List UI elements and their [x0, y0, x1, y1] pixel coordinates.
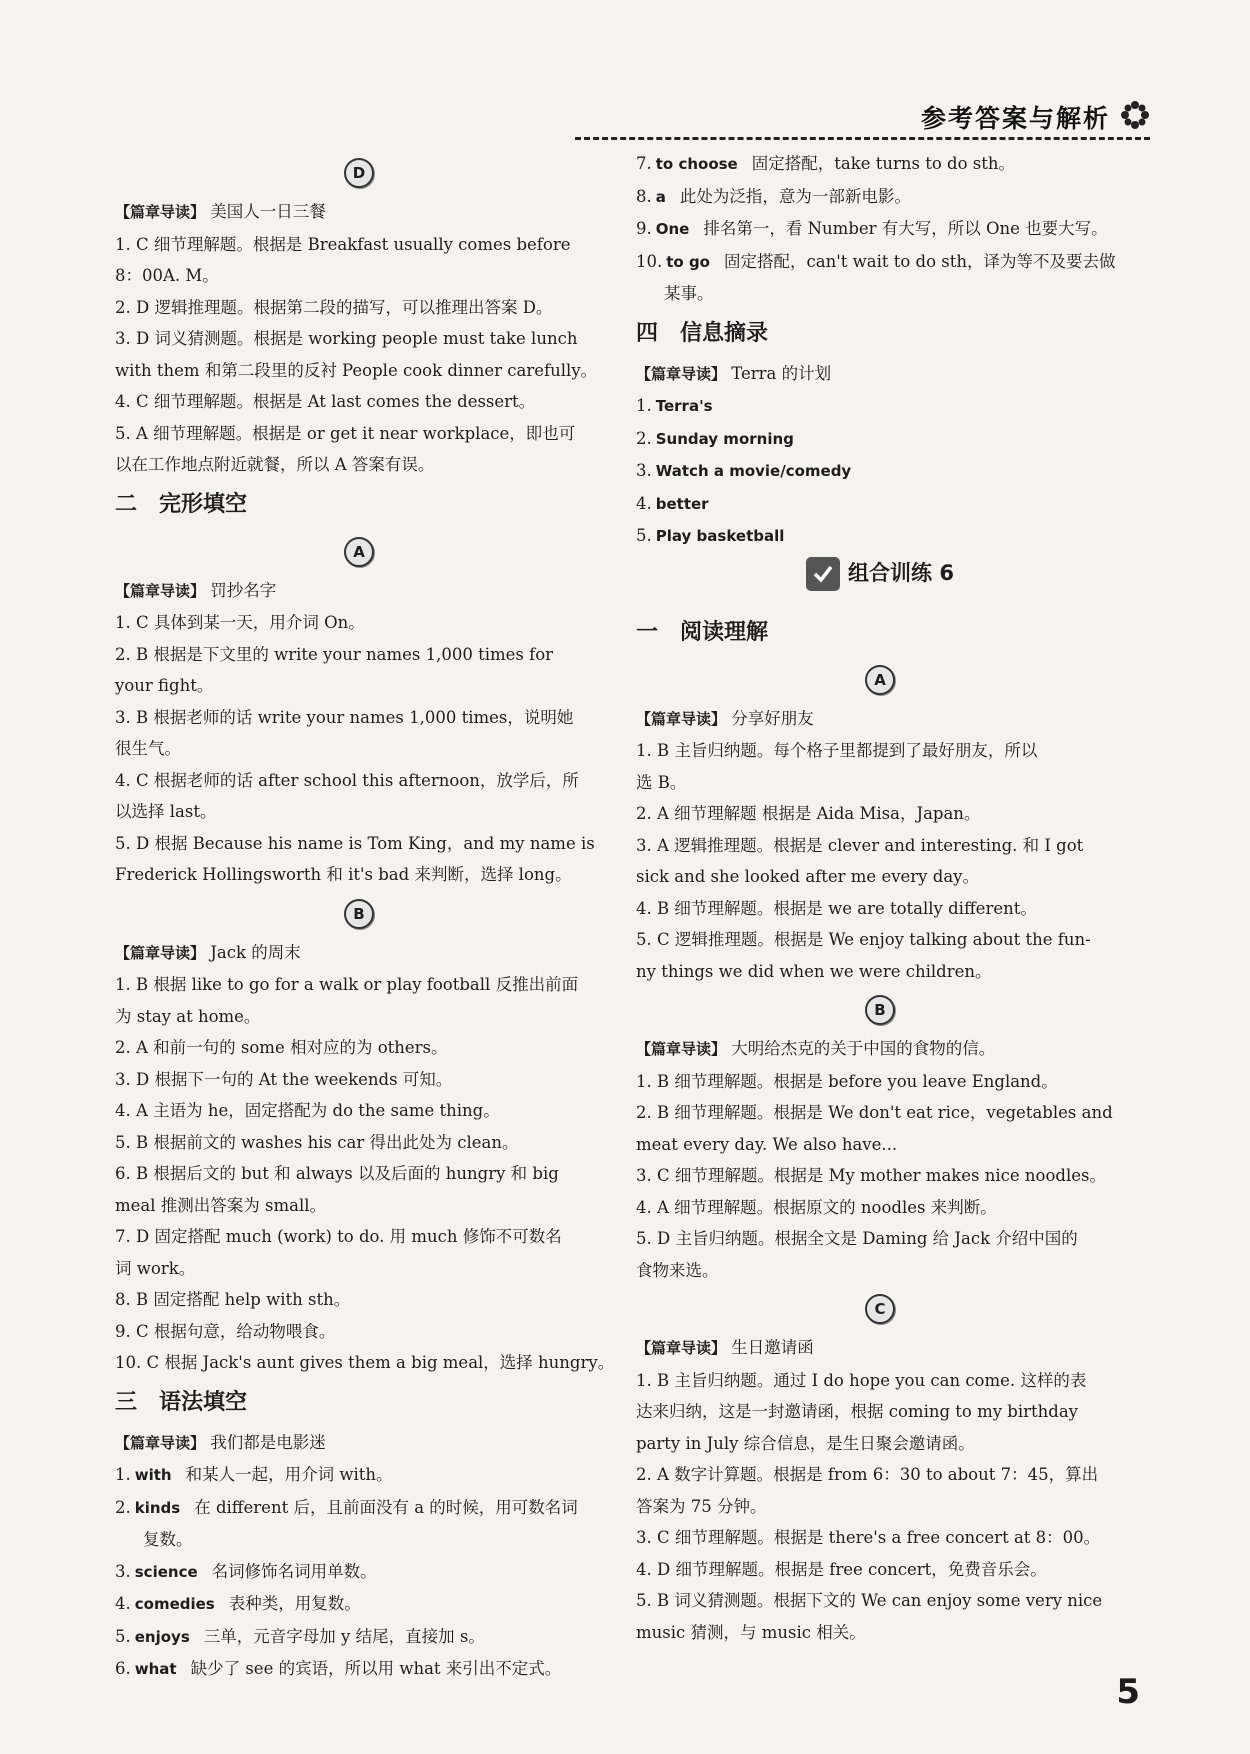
answer-word: to go [666, 252, 710, 271]
answer-list [636, 1365, 1124, 1649]
chapter-guide: 【篇章导读】 分享好朋友 [636, 708, 814, 728]
answer-line: 8：00A. M。 [115, 266, 219, 285]
answer-line: 4. C 细节理解题。根据是 At last comes the dessert。 [115, 392, 536, 411]
section-heading-info: 四 信息摘录 [636, 320, 769, 346]
answer-line: 1. C 细节理解题。根据是 Breakfast usually comes before [115, 234, 571, 254]
answer-list [636, 148, 1124, 310]
answer-line: 5. D 根据 Because his name is Tom King，and my name is [115, 833, 595, 853]
answer-line: 1. B 主旨归纳题。通过 I do hope you can come. 这样的表 [636, 1370, 1087, 1390]
answer-line: 4. better [636, 493, 709, 513]
passage-badge-a: A [344, 537, 374, 567]
passage-badge-b: B [344, 899, 374, 929]
chapter-guide: 【篇章导读】 大明给杰克的关于中国的食物的信。 [636, 1039, 996, 1058]
answer-word: with [134, 1466, 172, 1484]
answer-line: 7. to choose 固定搭配，take turns to do sth。 [636, 154, 1015, 173]
answer-line: 5. D 主旨归纳题。根据全文是 Daming 给 Jack 介绍中国的 [636, 1229, 1078, 1248]
answer-line: 6. what 缺少了 see 的宾语，所以用 what 来引出不定式。 [115, 1659, 562, 1678]
answer-word: Sunday morning [655, 429, 794, 448]
answer-word: what [134, 1660, 177, 1678]
answer-line: 3. C 细节理解题。根据是 My mother makes nice noodles。 [636, 1166, 1106, 1185]
section-heading-grammar: 三 语法填空 [115, 1389, 248, 1415]
answer-list [115, 1459, 603, 1686]
answer-line: 1. B 根据 like to go for a walk or play football 反推出前面 [115, 975, 579, 994]
answer-line: 10. to go 固定搭配，can't wait to do sth，译为等不及要去做 [636, 251, 1116, 271]
chapter-guide: 【篇章导读】 生日邀请函 [636, 1338, 814, 1357]
answer-line: 2. kinds 在 different 后，且前面没有 a 的时候，用可数名词 [115, 1497, 578, 1517]
answer-line: 以选择 last。 [115, 802, 217, 821]
header-title: 参考答案与解析 [920, 104, 1110, 133]
answer-list [115, 969, 615, 1379]
left-column [115, 150, 615, 1686]
answer-word: Watch a movie/comedy [655, 462, 852, 480]
answer-line: 4. A 细节理解题。根据原文的 noodles 来判断。 [636, 1197, 997, 1217]
combo-training-banner: 组合训练 6 [636, 557, 1124, 609]
answer-line: ny things we did when we were children。 [636, 961, 992, 981]
answer-line: 食物来选。 [636, 1260, 719, 1280]
answer-line: 4. A 主语为 he，固定搭配为 do the same thing。 [115, 1101, 500, 1120]
page-header [0, 95, 1250, 145]
answer-line: 1. C 具体到某一天，用介词 On。 [115, 613, 365, 632]
answer-line: 9. C 根据句意，给动物喂食。 [115, 1321, 336, 1341]
answer-line: 2. B 根据是下文里的 write your names 1,000 times for [115, 644, 554, 664]
answer-line: 5. A 细节理解题。根据是 or get it near workplace，即也可 [115, 423, 576, 443]
answer-line: 1. Terra's [636, 396, 713, 415]
flower-icon [1120, 100, 1150, 130]
answer-line: 以在工作地点附近就餐，所以 A 答案有误。 [115, 455, 435, 474]
answer-line: 选 B。 [636, 772, 687, 792]
answer-line: 2. A 细节理解题 根据是 Aida Misa，Japan。 [636, 804, 981, 823]
answer-line: 达来归纳，这是一封邀请函，根据 coming to my birthday [636, 1402, 1079, 1421]
answer-line: 8. B 固定搭配 help with sth。 [115, 1290, 351, 1309]
answer-line: 7. D 固定搭配 much (work) to do. 用 much 修饰不可数名 [115, 1227, 562, 1246]
answer-line: 2. Sunday morning [636, 428, 794, 448]
answer-line: your fight。 [115, 676, 214, 695]
answer-line: 4. comedies 表种类，用复数。 [115, 1594, 361, 1613]
answer-word: a [655, 187, 666, 206]
passage-badge-c: C [865, 1294, 895, 1324]
chapter-guide: 【篇章导读】 美国人一日三餐 [115, 202, 326, 221]
answer-word: comedies [134, 1595, 215, 1613]
answer-word: better [655, 494, 709, 513]
answer-line: music 猜测，与 music 相关。 [636, 1622, 866, 1642]
answer-line: 3. B 根据老师的话 write your names 1,000 times，说明她 [115, 707, 574, 727]
answer-list [636, 1066, 1124, 1287]
section-heading-cloze: 二 完形填空 [115, 491, 248, 517]
passage-badge-a: A [865, 665, 895, 695]
header-dashed-line [575, 137, 1150, 140]
answer-line: 3. A 逻辑推理题。根据是 clever and interesting. 和 I got [636, 835, 1084, 855]
answer-line: 5. C 逻辑推理题。根据是 We enjoy talking about the fun- [636, 930, 1091, 949]
answer-word: enjoys [134, 1627, 190, 1646]
chapter-guide: 【篇章导读】 我们都是电影迷 [115, 1432, 326, 1452]
answer-word: One [655, 220, 690, 238]
answer-line: 3. D 根据下一句的 At the weekends 可知。 [115, 1069, 453, 1089]
answer-word: Terra's [655, 397, 713, 415]
answer-line: 3. C 细节理解题。根据是 there's a free concert at 8：00。 [636, 1528, 1101, 1547]
answer-line: Frederick Hollingsworth 和 it's bad 来判断，选择 long。 [115, 865, 572, 884]
answer-word: to choose [655, 155, 738, 173]
answer-line: party in July 综合信息，是生日聚会邀请函。 [636, 1433, 975, 1453]
answer-line: 某事。 [664, 284, 714, 303]
answer-line: 9. One 排名第一，看 Number 有大写，所以 One 也要大写。 [636, 219, 1108, 238]
answer-line: 4. D 细节理解题。根据是 free concert，免费音乐会。 [636, 1559, 1047, 1579]
answer-line: 1. B 主旨归纳题。每个格子里都提到了最好朋友，所以 [636, 741, 1038, 760]
answer-line: meal 推测出答案为 small。 [115, 1195, 327, 1215]
answer-line: 3. D 词义猜测题。根据是 working people must take lunch [115, 329, 578, 348]
answer-line: 复数。 [143, 1530, 193, 1549]
checkmark-icon [806, 557, 840, 591]
answer-line: 2. A 和前一句的 some 相对应的为 others。 [115, 1038, 448, 1057]
section-heading-reading: 一 阅读理解 [636, 619, 769, 645]
answer-line: 词 work。 [115, 1258, 196, 1278]
passage-badge-b: B [865, 995, 895, 1025]
answer-line: meat every day. We also have... [636, 1134, 898, 1154]
answer-line: 2. D 逻辑推理题。根据第二段的描写，可以推理出答案 D。 [115, 297, 553, 317]
answer-line: 5. B 根据前文的 washes his car 得出此处为 clean。 [115, 1132, 519, 1152]
answer-line: 为 stay at home。 [115, 1006, 261, 1026]
answer-list [115, 607, 603, 891]
answer-list [636, 735, 1124, 987]
answer-line: 2. A 数字计算题。根据是 from 6：30 to about 7：45，算出 [636, 1465, 1099, 1484]
answer-line: 3. Watch a movie/comedy [636, 461, 852, 480]
answer-word: kinds [134, 1498, 181, 1517]
answer-line: 4. C 根据老师的话 after school this afternoon，放学后，所 [115, 770, 579, 790]
answer-line: 答案为 75 分钟。 [636, 1496, 767, 1516]
answer-line: 6. B 根据后文的 but 和 always 以及后面的 hungry 和 big [115, 1164, 559, 1183]
answer-word: Play basketball [655, 527, 785, 545]
answer-line: with them 和第二段里的反衬 People cook dinner carefully。 [115, 360, 598, 380]
answer-line: 很生气。 [115, 739, 181, 758]
answer-line: 5. Play basketball [636, 526, 785, 545]
chapter-guide: 【篇章导读】 罚抄名字 [115, 580, 277, 600]
chapter-guide: 【篇章导读】 Jack 的周末 [115, 942, 301, 962]
answer-line: 3. science 名词修饰名词用单数。 [115, 1561, 377, 1581]
answer-line: 5. enjoys 三单，元音字母加 y 结尾，直接加 s。 [115, 1626, 485, 1646]
passage-badge-d: D [344, 158, 374, 188]
answer-line: sick and she looked after me every day。 [636, 867, 979, 886]
page-number: 5 [1116, 1672, 1140, 1712]
answer-line: 4. B 细节理解题。根据是 we are totally different。 [636, 898, 1037, 918]
answer-line: 8. a 此处为泛指，意为一部新电影。 [636, 186, 911, 206]
answer-line: 5. B 词义猜测题。根据下文的 We can enjoy some very nice [636, 1591, 1103, 1610]
answer-word: science [134, 1562, 198, 1581]
answer-line: 2. B 细节理解题。根据是 We don't eat rice，vegetables and [636, 1103, 1113, 1122]
right-column [636, 148, 1124, 1648]
answer-line: 1. B 细节理解题。根据是 before you leave England。 [636, 1071, 1058, 1091]
answer-list [636, 390, 1124, 553]
answer-line: 10. C 根据 Jack's aunt gives them a big meal，选择 hungry。 [115, 1353, 615, 1372]
chapter-guide: 【篇章导读】 Terra 的计划 [636, 363, 832, 383]
answer-list [115, 229, 603, 481]
answer-line: 1. with 和某人一起，用介词 with。 [115, 1465, 393, 1484]
